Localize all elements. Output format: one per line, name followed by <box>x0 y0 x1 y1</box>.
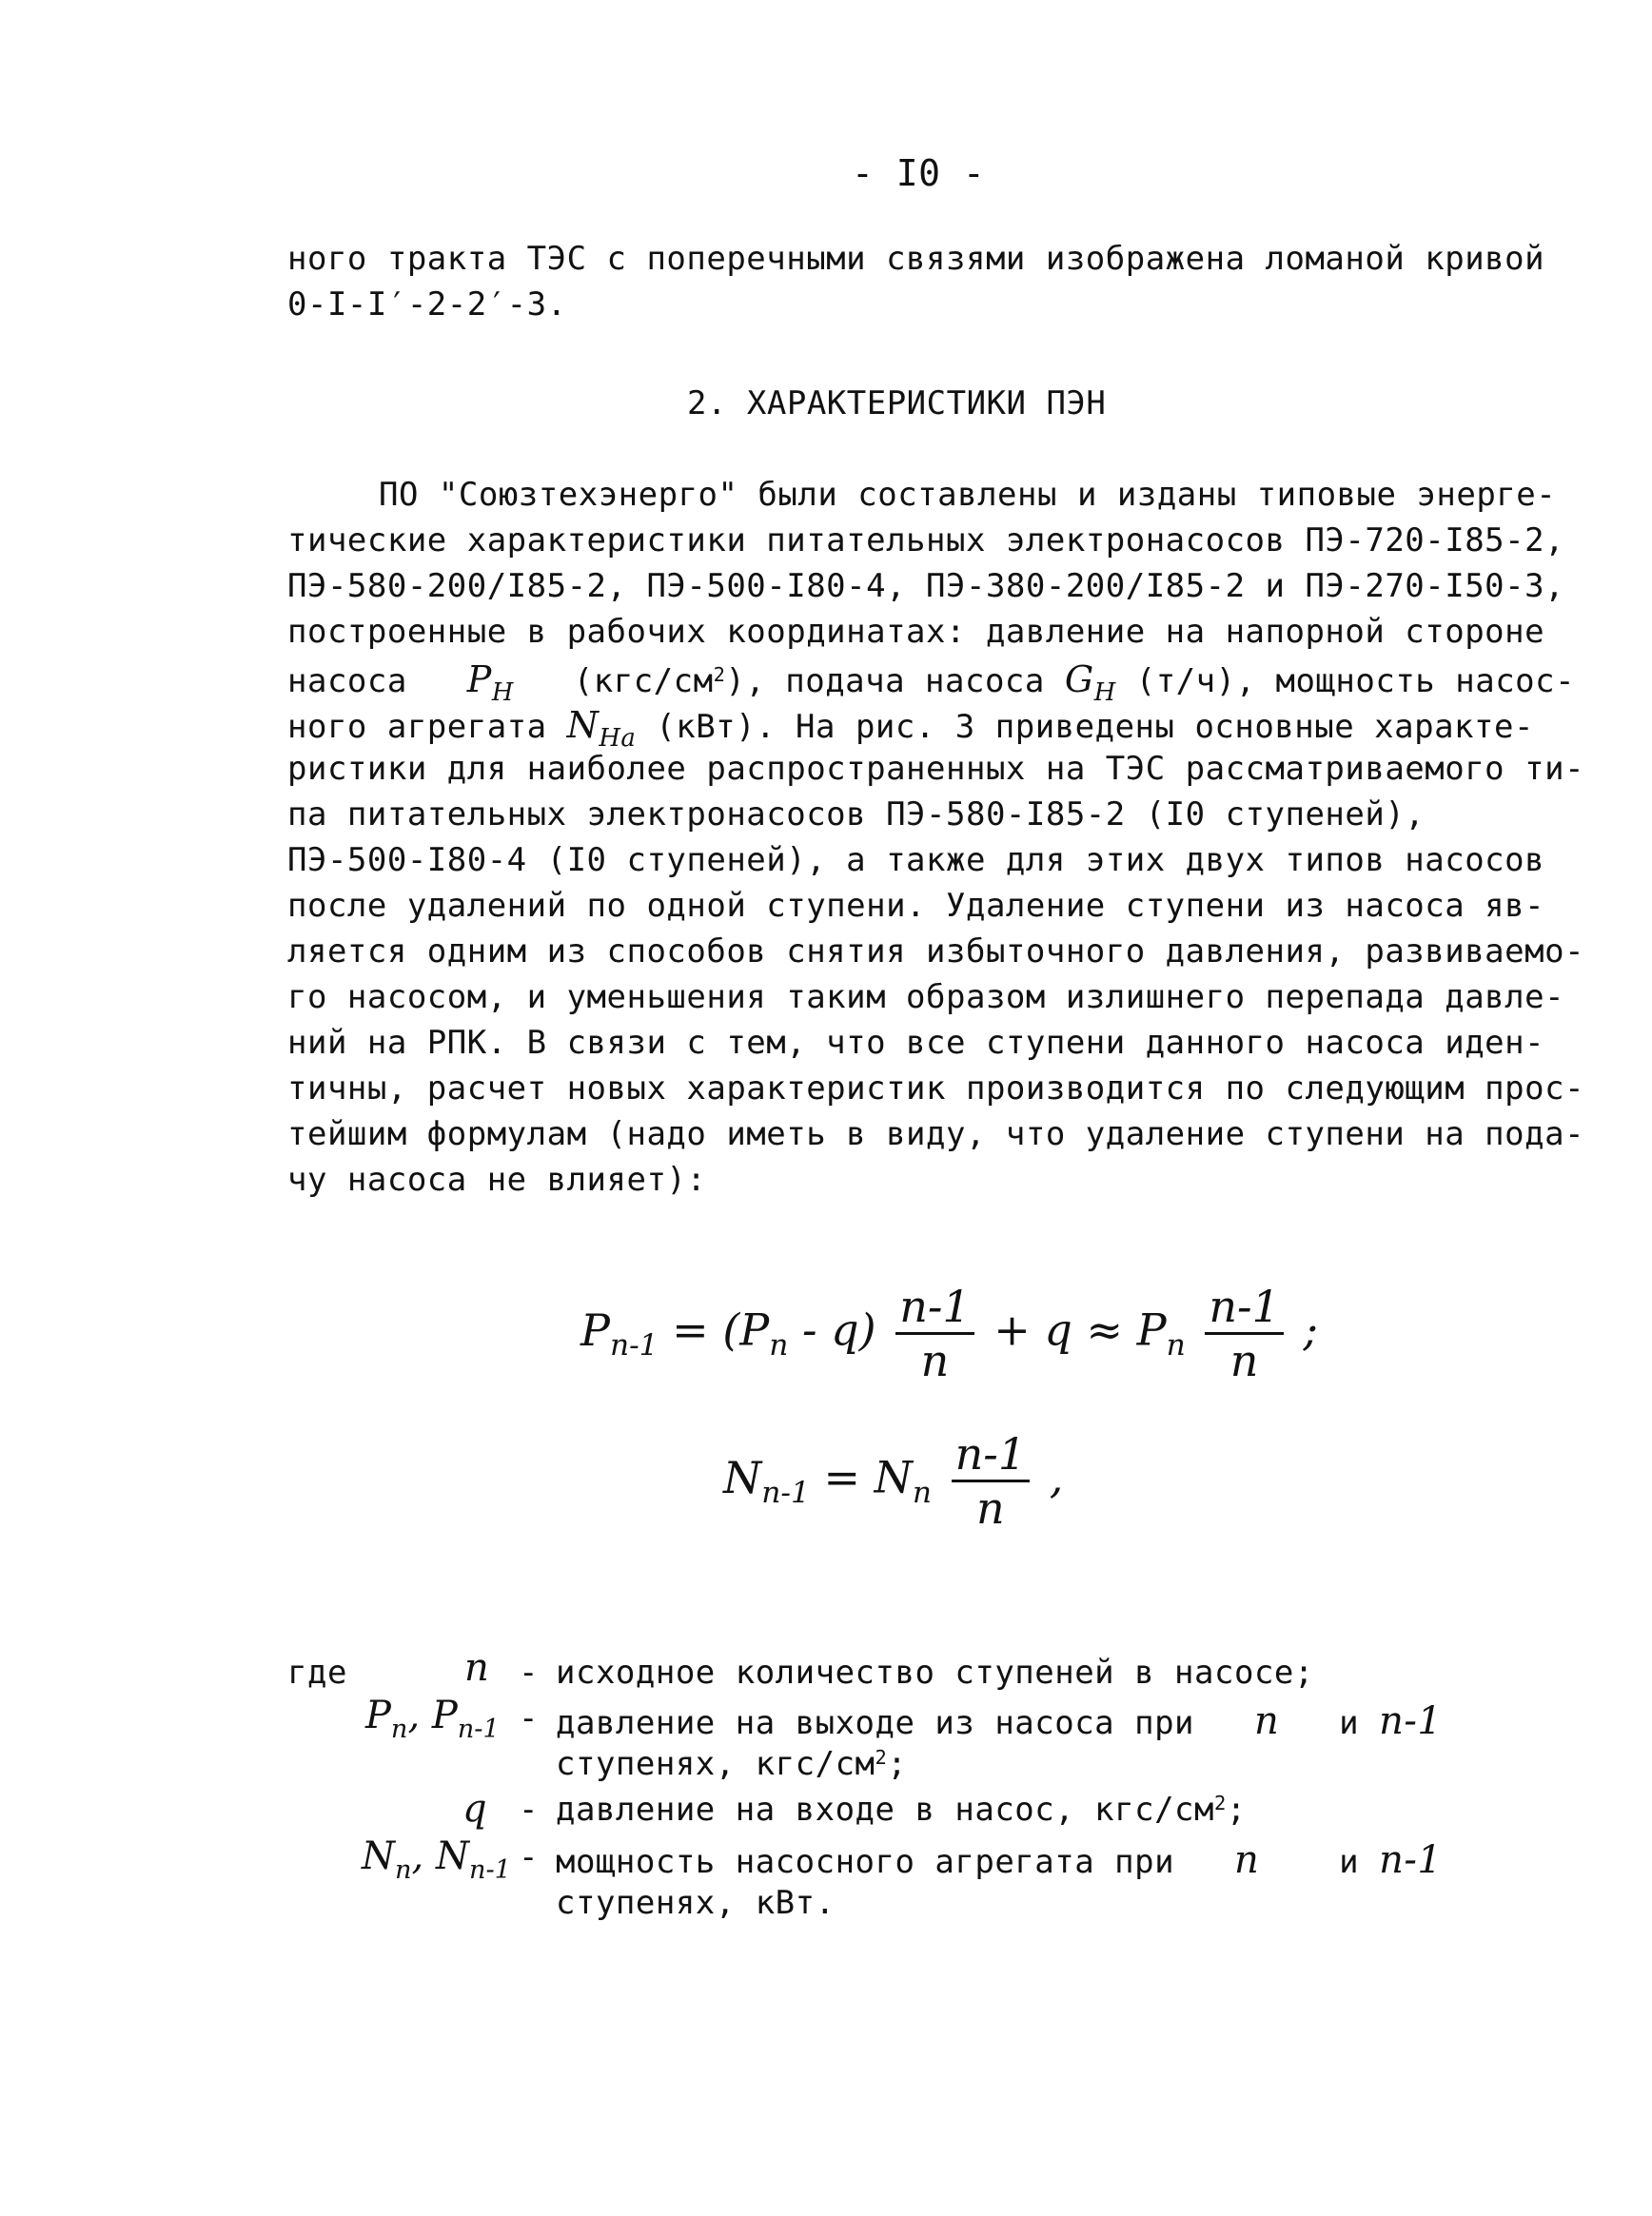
symbol-letter: P <box>580 1304 610 1356</box>
paragraph-line: тейшим формулам (надо иметь в виду, что удаление ступени на пода- <box>287 1115 1585 1153</box>
paragraph-line: построенные в рабочих координатах: давление на напорной стороне <box>287 613 1545 651</box>
def-text <box>556 1838 1442 1882</box>
paragraph-line: ПО "Союзтехэнерго" были составлены и изданы типовые энерге- <box>379 476 1557 514</box>
symbol-g <box>1064 658 1116 708</box>
paragraph-line: ристики для наиболее распространенных на ТЭС рассматриваемого ти- <box>287 750 1585 788</box>
fraction-denominator: n <box>976 1482 1005 1534</box>
def-text: исходное количество ступеней в насосе; <box>556 1654 1314 1692</box>
formula-pressure <box>580 1281 1318 1386</box>
formula-power <box>723 1428 1064 1534</box>
subscript: n <box>390 1714 408 1744</box>
def-symbol: $N_n$, $N_{n-1}$ <box>362 1834 511 1885</box>
def-dash: - <box>519 1654 539 1692</box>
def-symbol: $P_n$, $P_{n-1}$ <box>365 1694 500 1744</box>
text-run: (т/ч), мощность насос- <box>1135 662 1576 700</box>
text-run: ного агрегата <box>287 708 547 746</box>
superscript: 2 <box>713 662 726 686</box>
paragraph-line: ПЭ-580-200/I85-2, ПЭ-500-I80-4, ПЭ-380-200/I85-2 и ПЭ-270-I50-3, <box>287 567 1565 605</box>
text-run: насоса <box>287 662 407 700</box>
text-run: ступенях, кгс/см <box>556 1745 875 1783</box>
subscript: H <box>491 678 514 708</box>
fraction-denominator: n <box>1229 1335 1259 1386</box>
paragraph-line: после удалений по одной ступени. Удаление ступени из насоса яв- <box>287 887 1545 925</box>
def-dash: - <box>519 1791 539 1829</box>
fraction <box>1205 1281 1283 1386</box>
formula-end: , <box>1049 1451 1064 1503</box>
symbol-n-minus-1: n-1 <box>1379 1699 1443 1743</box>
def-symbol: q <box>462 1787 487 1831</box>
page-number: - I0 - <box>852 152 986 194</box>
symbol-letter: P <box>466 658 492 700</box>
intro-line-1: ного тракта ТЭС с поперечными связями изображена ломаной кривой <box>287 240 1545 278</box>
symbol-letter: P <box>431 1694 458 1737</box>
def-text: ступенях, кВт. <box>556 1884 836 1922</box>
formula-term: + q ≈ P <box>993 1304 1167 1356</box>
intro-line-2: 0-I-I′-2-2′-3. <box>287 285 567 324</box>
subscript: n <box>769 1328 789 1363</box>
formula-lhs <box>580 1304 659 1363</box>
where-label: где <box>287 1654 347 1692</box>
formula-end: ; <box>1303 1304 1318 1356</box>
paragraph-line: тические характеристики питательных электронасосов ПЭ-720-I85-2, <box>287 521 1565 559</box>
subscript: n-1 <box>609 1328 659 1363</box>
formula-term: - q) <box>802 1304 876 1356</box>
symbol-n <box>566 704 637 754</box>
text-run: давление на выходе из насоса при <box>556 1704 1195 1742</box>
text-run: и <box>1339 1843 1360 1881</box>
def-text <box>556 1791 1247 1829</box>
formula-term: = N <box>823 1451 913 1503</box>
symbol-n: n <box>1233 1838 1260 1882</box>
text-run: мощность насосного агрегата при <box>556 1843 1175 1881</box>
symbol-p <box>466 658 514 708</box>
superscript: 2 <box>1214 1791 1227 1814</box>
fraction-numerator: n-1 <box>895 1284 974 1335</box>
symbol-letter: P <box>365 1694 391 1737</box>
def-symbol: n <box>464 1646 489 1690</box>
formula-lhs <box>723 1451 810 1511</box>
subscript: n <box>912 1476 933 1511</box>
text-run: (кгс/см <box>573 662 714 700</box>
def-text <box>556 1699 1442 1743</box>
def-text <box>556 1745 907 1783</box>
paragraph-line: чу насоса не влияет): <box>287 1161 707 1199</box>
def-dash: - <box>519 1838 539 1876</box>
fraction-denominator: n <box>920 1335 950 1386</box>
subscript: Hа <box>599 724 637 754</box>
paragraph-line: тичны, расчет новых характеристик производится по следующим прос- <box>287 1069 1585 1108</box>
subscript: n-1 <box>457 1714 500 1744</box>
symbol-letter: N <box>435 1834 469 1878</box>
text-run: ; <box>1226 1791 1247 1829</box>
subscript: n <box>395 1854 412 1885</box>
text-run: и <box>1339 1704 1360 1742</box>
symbol-n: n <box>1253 1699 1280 1743</box>
fraction-numerator: n-1 <box>952 1432 1030 1482</box>
paragraph-line <box>287 704 1534 754</box>
formula-term: (P <box>722 1304 770 1356</box>
symbol-letter: G <box>1064 658 1094 700</box>
text-run: (кВт). На рис. 3 приведены основные характе- <box>656 708 1534 746</box>
paragraph-line: ляется одним из способов снятия избыточного давления, развиваемо- <box>287 932 1585 971</box>
subscript: n-1 <box>761 1476 810 1511</box>
subscript: H <box>1093 678 1116 708</box>
def-dash: - <box>519 1699 539 1737</box>
fraction <box>895 1281 974 1386</box>
paragraph-line: го насосом, и уменьшения таким образом излишнего перепада давле- <box>287 978 1565 1016</box>
paragraph-line <box>287 658 1576 708</box>
symbol-n-minus-1: n-1 <box>1379 1838 1443 1882</box>
fraction <box>952 1428 1030 1534</box>
symbol-letter: N <box>362 1834 395 1878</box>
paragraph-line: ПЭ-500-I80-4 (I0 ступеней), а также для этих двух типов насосов <box>287 841 1545 879</box>
text-run: ), подача насоса <box>725 662 1045 700</box>
symbol-letter: N <box>566 704 600 746</box>
subscript: n <box>1166 1328 1186 1363</box>
superscript: 2 <box>875 1745 888 1769</box>
text-run: ; <box>887 1745 908 1783</box>
text-run: давление на входе в насос, кгс/см <box>556 1791 1215 1829</box>
paragraph-line: па питательных электронасосов ПЭ-580-I85-2 (I0 ступеней), <box>287 795 1426 833</box>
fraction-numerator: n-1 <box>1205 1284 1283 1335</box>
section-heading: 2. ХАРАКТЕРИСТИКИ ПЭН <box>687 384 1107 422</box>
symbol-letter: N <box>723 1451 762 1503</box>
equals-sign: = <box>672 1304 709 1356</box>
paragraph-line: ний на РПК. В связи с тем, что все ступени данного насоса иден- <box>287 1024 1545 1062</box>
subscript: n-1 <box>468 1854 511 1885</box>
